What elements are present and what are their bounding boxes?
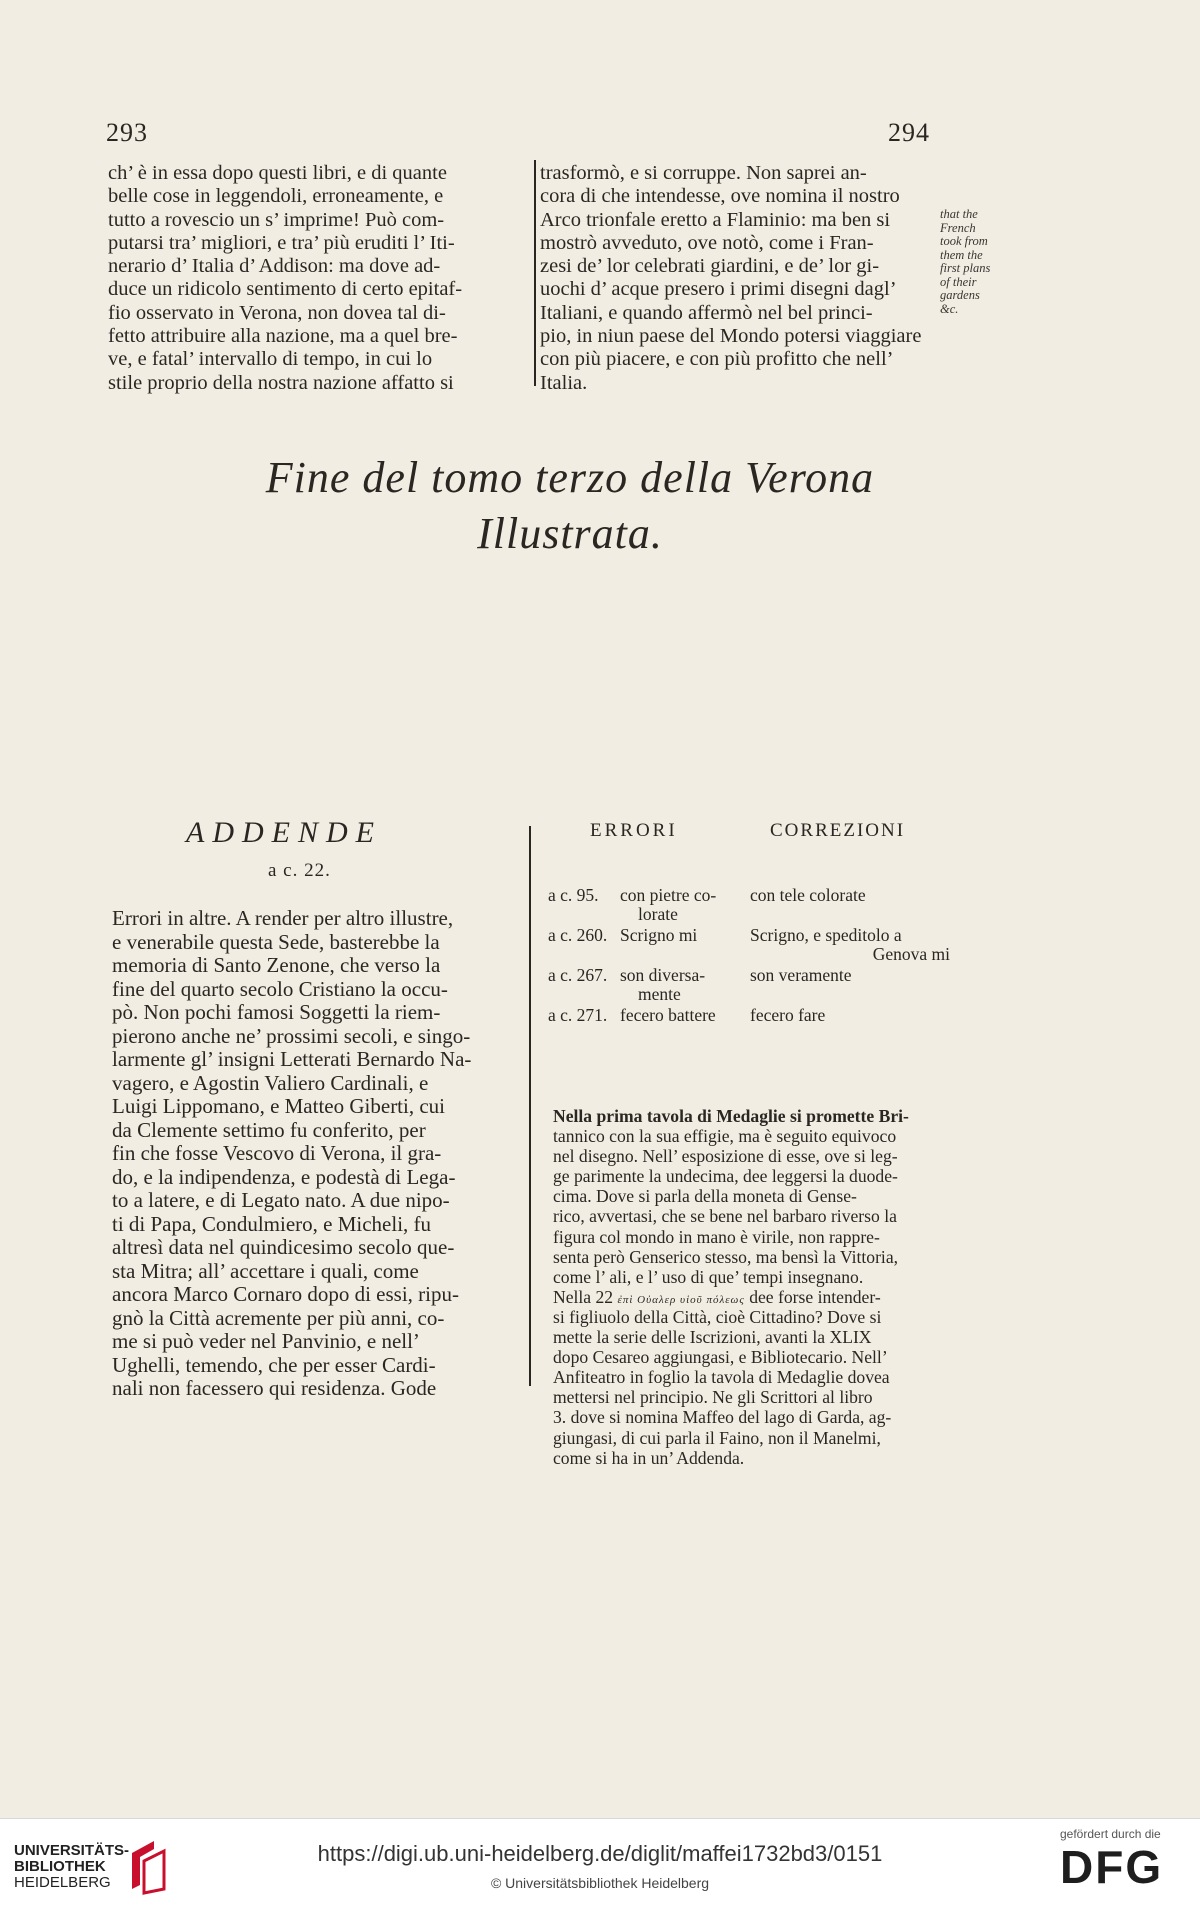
text-line: giungasi, di cui parla il Faino, non il Manelmi, [553,1427,881,1448]
text-line: rico, avvertasi, che se bene nel barbaro riverso la [553,1206,897,1227]
text-line: nerario d’ Italia d’ Addison: ma dove ad- [108,255,441,278]
text-line: Luigi Lippomano, e Matteo Giberti, cui [112,1094,446,1118]
text-line: trasformò, e si corruppe. Non saprei an- [540,162,867,184]
addende-column [112,907,516,1401]
text-line: vagero, e Agostin Valiero Cardinali, e [112,1070,429,1095]
errata-wrong-line: mente [638,983,681,1004]
errata-right-line: Scrigno, e speditolo a [750,925,902,945]
text-line: sta Mitra; all’ accettare i quali, come [112,1258,419,1283]
text-line: come l’ ali, e l’ uso di que’ tempi insegnano. [553,1266,864,1287]
text-line: duce un ridicolo sentimento di certo epitaf- [108,278,463,301]
text-line: cora di che intendesse, ove nomina il nostro [540,185,900,208]
text-line: si figliuolo della Città, cioè Cittadino? Dove si [553,1306,882,1327]
errata-table [548,886,968,1046]
text-line: pio, in niun paese del Mondo potersi viaggiare [540,325,922,348]
text-line: do, e la indipendenza, e podestà di Lega- [112,1164,456,1189]
errata-wrong-line: con pietre co- [620,885,717,905]
text-line: to a latere, e di Legato nato. A due nipo- [112,1188,450,1212]
errata-ref: a c. 95. [548,885,599,905]
errata-wrong-line: son diversa- [620,965,706,985]
text-line: uochi d’ acque presero i primi disegni dagl’ [540,278,897,301]
text-line: mettersi nel principio. Ne gli Scrittori al libro [553,1387,873,1408]
errata-row [548,886,968,924]
text-line: fetto attribuire alla nazione, ma a quel bre- [108,325,458,348]
text-line: Nella prima tavola di Medaglie si promette Bri- [553,1106,909,1126]
text-line: gnò la Città acremente per più anni, co- [112,1305,445,1330]
text-line: senta però Genserico stesso, ma bensì la Vittoria, [553,1246,899,1267]
column-divider-top [534,160,536,386]
errori-heading: ERRORI [590,820,678,841]
addende-heading: ADDENDE [186,816,382,849]
text-line: putarsi tra’ migliori, e tra’ più eruditi l’ Iti- [108,231,455,254]
text-line: ve, e fatal’ intervallo di tempo, in cui lo [108,348,433,371]
permalink-url[interactable]: https://digi.ub.uni-heidelberg.de/diglit/maffei1732bd3/0151 [317,1841,883,1866]
text-line: fine del quarto secolo Cristiano la occu- [112,976,448,1001]
margin-note-line: that the [940,207,978,221]
errata-ref: a c. 267. [548,965,608,985]
margin-note [940,208,1010,316]
medaglie-note [553,1106,951,1468]
text-line: me si può veder nel Panvinio, e nell’ [112,1329,420,1353]
text-fragment: Nella 22 [553,1286,614,1307]
text-line: figura col mondo in mano è virile, non rappre- [553,1226,880,1247]
library-logo[interactable] [14,1835,174,1893]
library-name-line: HEIDELBERG [14,1874,111,1891]
page-number-right: 294 [888,118,930,147]
text-line: Errori in altre. A render per altro illustre, [112,906,454,930]
margin-note-line: took from [940,234,988,248]
end-title-line-2: Illustrata. [477,509,663,558]
library-name-line: UNIVERSITÄTS- [14,1842,130,1859]
margin-note-line: them the [940,247,983,262]
library-name-line: BIBLIOTHEK [14,1858,106,1875]
errata-wrong-line: lorate [638,903,678,924]
text-line: altresì data nel quindicesimo secolo que- [112,1235,455,1259]
text-fragment: dee forse intender- [749,1286,881,1307]
text-line: tannico con la sua effigie, ma è seguito equivoco [553,1126,897,1147]
errata-ref: a c. 260. [548,925,608,945]
page-number-left: 293 [106,118,148,147]
margin-note-line: &c. [940,301,959,316]
text-line: con più piacere, e con più profitto che nell’ [540,348,894,371]
library-name [14,1843,129,1891]
text-line: ge parimente la undecima, dee leggersi la duode- [553,1166,898,1187]
errata-right-line: son veramente [750,965,852,985]
errata-right-line: fecero fare [750,1005,826,1025]
errata-right-line: Genova mi [872,943,950,964]
text-line: ti di Papa, Condulmiero, e Micheli, fu [112,1211,432,1236]
text-line: fin che fosse Vescovo di Verona, il gra- [112,1141,442,1165]
dfg-sponsor[interactable] [1060,1827,1190,1893]
errata-row [548,1006,968,1044]
text-line: pò. Non pochi famosi Soggetti la riem- [112,1000,441,1024]
left-top-column [108,162,495,395]
text-line: dopo Cesareo aggiungasi, e Bibliotecario. Nell’ [553,1347,888,1368]
greek-inscription: ἐπὶ Οὐαλερ υἱοῦ πόλεως [617,1293,745,1306]
errata-right [750,1006,980,1025]
right-top-column [540,162,930,395]
errata-right-line: con tele colorate [750,885,866,905]
text-line: come si ha in un’ Addenda. [553,1447,745,1468]
text-line: belle cose in leggendoli, erroneamente, e [108,185,444,208]
text-line: stile proprio della nostra nazione affatto si [108,371,454,394]
text-line: 3. dove si nomina Maffeo del lago di Garda, ag- [553,1407,892,1428]
text-line: ancora Marco Cornaro dopo di essi, ripu- [112,1282,459,1306]
text-line [553,1287,951,1307]
text-line: pierono anche ne’ prossimi secoli, e singo- [112,1023,471,1048]
errata-right [750,886,980,905]
text-line: Arco trionfale eretto a Flaminio: ma ben si [540,208,891,231]
end-of-volume-title [200,450,940,562]
end-title-line-1: Fine del tomo terzo della Verona [265,453,875,502]
text-line: Italiani, e quando affermò nel bel princi- [540,301,873,324]
column-divider-bottom [529,826,531,1386]
text-line: Ughelli, temendo, che per esser Cardi- [112,1352,436,1377]
correzioni-heading: CORREZIONI [770,820,906,841]
margin-note-line: gardens [940,288,980,302]
errata-wrong-line: Scrigno mi [620,925,698,945]
text-line: mette la serie delle Iscrizioni, avanti la XLIX [553,1327,872,1348]
text-line: e venerabile questa Sede, basterebbe la [112,929,440,954]
copyright-notice: © Universitätsbibliothek Heidelberg [490,1875,710,1891]
margin-note-line: first plans [940,261,991,275]
errata-wrong-line: fecero battere [620,1005,716,1025]
text-line: nali non facessero qui residenza. Gode [112,1376,437,1400]
text-line: tutto a rovescio un s’ imprime! Può com- [108,208,445,231]
text-line: larmente gl’ insigni Letterati Bernardo Na- [112,1047,472,1071]
errata-right [750,926,980,963]
sponsor-caption: gefördert durch die [1060,1827,1161,1841]
margin-note-line: French [940,220,976,235]
errata-row [548,926,968,964]
text-line: ch’ è in essa dopo questi libri, e di quante [108,162,447,184]
text-line: cima. Dove si parla della moneta di Gense- [553,1186,857,1207]
text-line: fio osservato in Verona, non dovea tal di- [108,301,446,324]
errata-ref: a c. 271. [548,1005,608,1025]
errata-row [548,966,968,1004]
text-line: Italia. [540,371,588,394]
errata-right [750,966,980,985]
addende-subheading: a c. 22. [268,860,331,881]
text-line: da Clemente settimo fu conferito, per [112,1117,426,1142]
library-mark-icon [124,1835,174,1895]
dfg-logo: DFG [1060,1841,1164,1893]
margin-note-line: of their [940,274,977,289]
text-line: Anfiteatro in foglio la tavola di Medaglie dovea [553,1367,890,1388]
text-line: mostrò avveduto, ove notò, come i Fran- [540,231,874,254]
text-line: nel disegno. Nell’ esposizione di esse, ove si leg- [553,1146,898,1167]
text-line: zesi de’ lor celebrati giardini, e de’ lor gi- [540,255,880,278]
text-line: memoria di Santo Zenone, che verso la [112,953,441,977]
viewer-footer [0,1818,1200,1907]
